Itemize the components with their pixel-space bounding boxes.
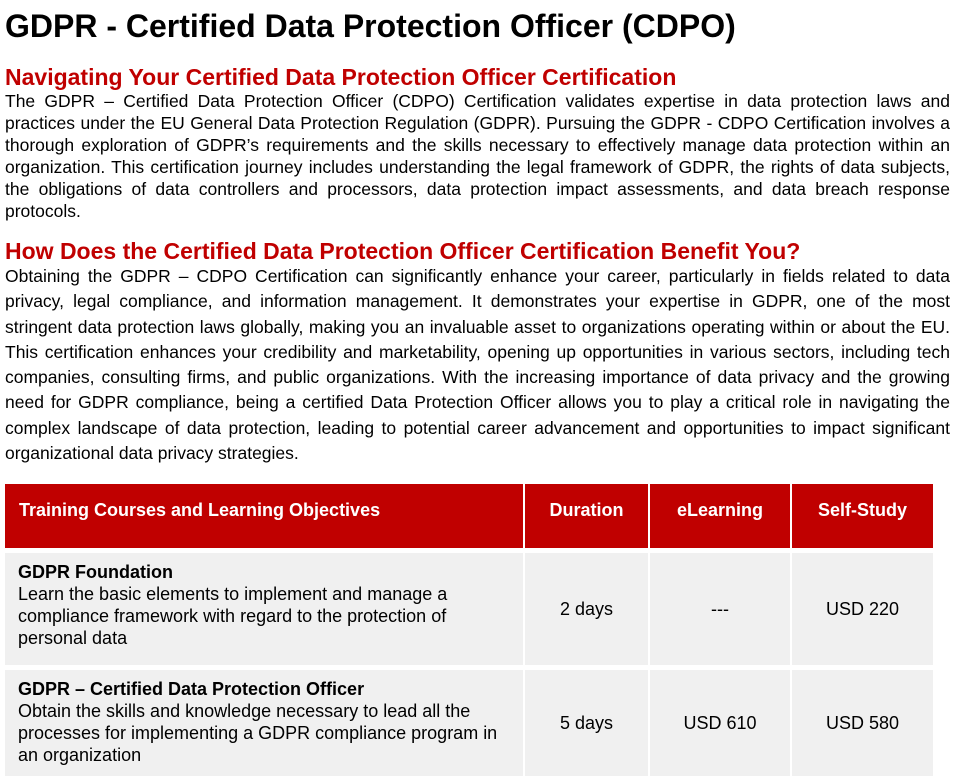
- course-name: GDPR Foundation: [18, 561, 513, 583]
- table-row: [5, 551, 933, 668]
- course-description: Learn the basic elements to implement and manage a compliance framework with regard to the protection of personal data: [18, 583, 513, 649]
- column-header-courses: Training Courses and Learning Objectives: [5, 484, 524, 551]
- page-title: GDPR - Certified Data Protection Officer (CDPO): [5, 4, 736, 48]
- column-header-self-study: Self-Study: [791, 484, 933, 551]
- section-body-benefit: Obtaining the GDPR – CDPO Certification can significantly enhance your career, particularly in fields related to data privacy, legal compliance, and information management. It demonstrates your expertise in GDPR, one of the most stringent data protection laws globally, making you an invaluable asset to organizations operating within or about the EU. This certification enhances your credibility and marketability, opening up opportunities in various sectors, including tech companies, consulting firms, and public organizations. With the increasing importance of data privacy and the growing need for GDPR compliance, being a certified Data Protection Officer allows you to play a critical role in navigating the complex landscape of data protection, leading to potential career advancement and opportunities to impact significant organizational data privacy strategies.: [5, 264, 950, 466]
- duration-cell: 2 days: [524, 551, 649, 668]
- training-courses-table: [5, 484, 933, 776]
- course-description: Obtain the skills and knowledge necessary to lead all the processes for implementing a GDPR compliance program in an organization: [18, 700, 513, 766]
- course-name: GDPR – Certified Data Protection Officer: [18, 678, 513, 700]
- elearning-cell: ---: [649, 551, 791, 668]
- table-row: [5, 668, 933, 776]
- self-study-cell: USD 220: [791, 551, 933, 668]
- section-heading-benefit: How Does the Certified Data Protection Officer Certification Benefit You?: [5, 238, 800, 264]
- section-heading-navigating: Navigating Your Certified Data Protection Officer Certification: [5, 64, 676, 90]
- course-cell: [5, 551, 524, 668]
- elearning-cell: USD 610: [649, 668, 791, 776]
- section-body-navigating: The GDPR – Certified Data Protection Officer (CDPO) Certification validates expertise in data protection laws and practices under the EU General Data Protection Regulation (GDPR). Pursuing the GDPR - CDPO Certification involves a thorough exploration of GDPR’s requirements and the skills necessary to effectively manage data protection within an organization. This certification journey includes understanding the legal framework of GDPR, the rights of data subjects, the obligations of data controllers and processors, data protection impact assessments, and data breach response protocols.: [5, 90, 950, 222]
- column-header-duration: Duration: [524, 484, 649, 551]
- column-header-elearning: eLearning: [649, 484, 791, 551]
- table-header-row: [5, 484, 933, 551]
- course-cell: [5, 668, 524, 776]
- duration-cell: 5 days: [524, 668, 649, 776]
- self-study-cell: USD 580: [791, 668, 933, 776]
